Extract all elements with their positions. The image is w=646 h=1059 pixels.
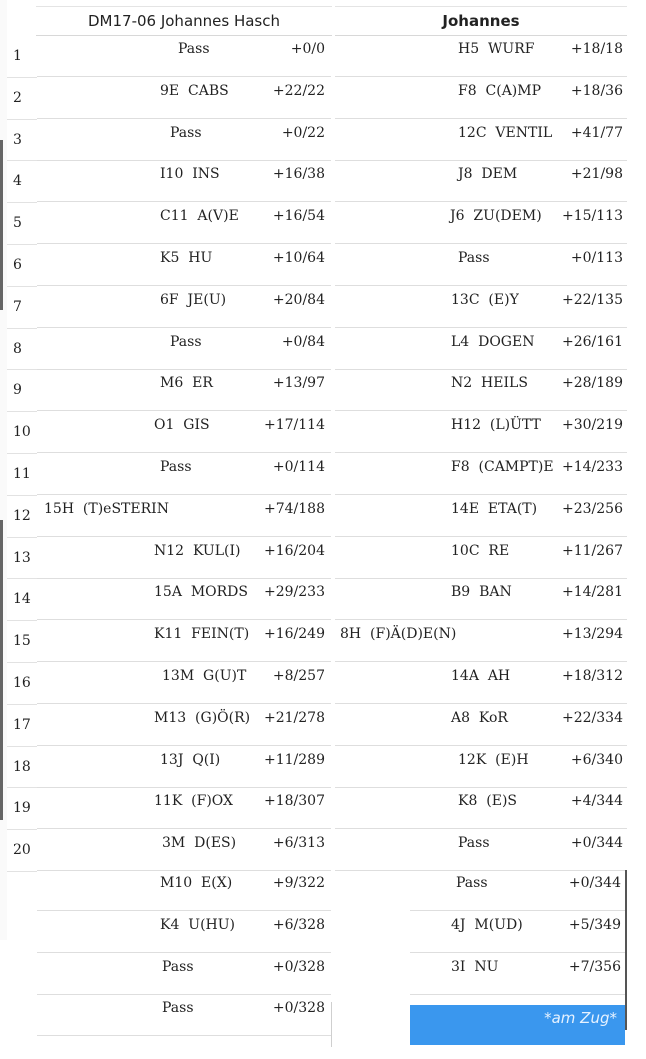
move-notation: M13 (G)Ö(R) [154, 709, 251, 726]
move-score: +16/204 [264, 542, 325, 559]
move-row[interactable] [335, 329, 627, 370]
move-score: +4/344 [570, 793, 623, 810]
move-row[interactable] [37, 120, 331, 161]
move-notation: 6F JE(U) [160, 291, 227, 308]
turn-number: 10 [7, 412, 37, 454]
move-score: +10/64 [272, 250, 325, 266]
turn-number: 7 [7, 287, 37, 329]
move-row[interactable] [335, 496, 627, 537]
move-score: +0/113 [570, 250, 623, 266]
move-notation: J8 DEM [458, 166, 518, 183]
move-notation: Pass [458, 835, 490, 852]
move-score: +41/77 [570, 124, 623, 141]
move-score: +0/114 [272, 459, 325, 475]
move-row[interactable] [37, 203, 331, 244]
turn-number: 6 [7, 245, 37, 287]
move-score: +5/349 [568, 916, 621, 933]
move-row[interactable] [37, 161, 331, 202]
move-score: +21/98 [570, 166, 623, 183]
move-row[interactable] [335, 454, 627, 495]
move-score: +0/344 [570, 835, 623, 852]
move-score: +26/161 [562, 333, 623, 350]
move-row[interactable] [335, 830, 627, 871]
move-score: +29/233 [264, 584, 325, 601]
move-notation: K11 FEIN(T) [154, 626, 250, 643]
turn-number: 17 [7, 705, 37, 747]
turn-number: 16 [7, 663, 37, 705]
move-row[interactable] [37, 995, 331, 1036]
move-row[interactable] [37, 78, 331, 119]
on-move-indicator: *am Zug* [410, 1005, 625, 1045]
cursor-line [331, 1002, 332, 1047]
move-notation: 4J M(UD) [451, 916, 523, 933]
move-score: +6/313 [272, 835, 325, 852]
move-score: +9/322 [272, 875, 325, 891]
move-notation: H12 (L)ÜTT [451, 417, 541, 434]
move-row[interactable] [37, 370, 331, 411]
move-row[interactable] [335, 120, 627, 161]
move-score: +18/36 [570, 82, 623, 99]
turn-number: 8 [7, 329, 37, 371]
move-row[interactable] [37, 705, 331, 746]
move-row[interactable] [37, 329, 331, 370]
move-notation: 13J Q(I) [160, 751, 221, 768]
move-notation: K8 (E)S [458, 793, 518, 810]
move-score: +16/54 [272, 208, 325, 225]
move-row[interactable] [335, 370, 627, 411]
move-notation: A8 KoR [451, 709, 508, 726]
move-notation: H5 WURF [458, 41, 535, 57]
move-score: +16/38 [272, 166, 325, 183]
move-score: +28/189 [562, 375, 623, 392]
move-row[interactable] [37, 412, 331, 453]
move-score: +23/256 [562, 500, 623, 517]
move-row[interactable] [37, 36, 331, 77]
right-player-header: Johannes [335, 6, 627, 36]
move-row[interactable] [335, 203, 627, 244]
move-notation: 9E CABS [160, 82, 229, 99]
move-row[interactable] [37, 870, 331, 911]
move-notation: F8 C(A)MP [458, 82, 542, 99]
scroll-marker [0, 520, 3, 820]
move-notation: N12 KUL(I) [154, 542, 241, 559]
move-score: +6/340 [570, 751, 623, 768]
left-player-header: DM17-06 Johannes Hasch [36, 6, 332, 36]
move-score: +30/219 [562, 417, 623, 434]
move-notation: 13M G(U)T [162, 668, 247, 684]
move-notation: 3I NU [451, 958, 499, 975]
move-notation: I10 INS [160, 166, 220, 183]
move-row[interactable] [335, 705, 627, 746]
move-score: +74/188 [264, 500, 325, 517]
move-notation: Pass [178, 41, 210, 57]
move-row[interactable] [335, 245, 627, 286]
turn-number: 20 [7, 830, 37, 872]
turn-number: 19 [7, 788, 37, 830]
move-notation: L4 DOGEN [451, 333, 535, 350]
turn-number: 2 [7, 78, 37, 120]
move-notation: N2 HEILS [451, 375, 528, 392]
move-row[interactable] [37, 747, 331, 788]
right-scroll-edge [625, 870, 627, 1030]
move-row[interactable] [335, 788, 627, 829]
move-score: +0/22 [281, 124, 325, 141]
move-score: +0/344 [568, 875, 621, 891]
turn-number-column [7, 36, 37, 872]
move-score: +0/328 [272, 1000, 325, 1017]
move-row[interactable] [37, 538, 331, 579]
move-score: +6/328 [272, 916, 325, 933]
turn-number: 4 [7, 161, 37, 203]
move-score: +18/18 [570, 41, 623, 57]
move-notation: 3M D(ES) [162, 835, 237, 852]
move-score: +8/257 [272, 668, 325, 684]
turn-number: 14 [7, 579, 37, 621]
move-score: +13/97 [272, 375, 325, 392]
move-notation: 11K (F)OX [154, 793, 234, 810]
move-score: +18/312 [562, 668, 623, 684]
move-row[interactable] [37, 621, 331, 662]
move-notation: 14A AH [451, 668, 511, 684]
move-row[interactable] [410, 954, 625, 995]
move-row[interactable] [410, 870, 625, 911]
turn-number: 18 [7, 747, 37, 789]
move-score: +15/113 [562, 208, 623, 225]
move-row[interactable] [37, 663, 331, 704]
move-score: +21/278 [264, 709, 325, 726]
move-notation: 13C (E)Y [451, 291, 519, 308]
move-score: +18/307 [264, 793, 325, 810]
move-notation: O1 GIS [154, 417, 210, 434]
turn-number: 3 [7, 120, 37, 162]
move-row[interactable] [335, 663, 627, 704]
move-row[interactable] [335, 621, 627, 662]
move-notation: 15H (T)eSTERIN [44, 500, 169, 517]
move-row[interactable] [37, 245, 331, 286]
scroll-marker [0, 140, 3, 310]
turn-number: 15 [7, 621, 37, 663]
move-row[interactable] [335, 161, 627, 202]
move-notation: K5 HU [160, 250, 213, 266]
move-score: +0/0 [290, 41, 325, 57]
move-row[interactable] [335, 78, 627, 119]
turn-number: 5 [7, 203, 37, 245]
move-score: +17/114 [264, 417, 325, 434]
move-score: +13/294 [562, 626, 623, 643]
move-notation: Pass [160, 459, 192, 475]
move-notation: K4 U(HU) [160, 916, 235, 933]
move-row[interactable] [335, 412, 627, 453]
move-score: +7/356 [568, 958, 621, 975]
move-notation: 12C VENTIL [458, 124, 553, 141]
move-row[interactable] [335, 579, 627, 620]
move-row[interactable] [410, 912, 625, 953]
move-row[interactable] [37, 287, 331, 328]
move-notation: 14E ETA(T) [451, 500, 538, 517]
move-score: +0/84 [281, 333, 325, 350]
move-row[interactable] [335, 747, 627, 788]
move-score: +0/328 [272, 958, 325, 975]
move-row[interactable] [335, 287, 627, 328]
move-notation: 12K (E)H [458, 751, 529, 768]
turn-number: 13 [7, 538, 37, 580]
turn-number: 9 [7, 370, 37, 412]
move-score: +16/249 [264, 626, 325, 643]
move-notation: Pass [162, 958, 194, 975]
move-row[interactable] [37, 788, 331, 829]
move-notation: J6 ZU(DEM) [450, 208, 542, 225]
move-notation: M6 ER [160, 375, 213, 392]
move-notation: Pass [456, 875, 488, 891]
move-notation: Pass [170, 124, 202, 141]
move-score: +22/22 [272, 82, 325, 99]
move-notation: Pass [170, 333, 202, 350]
move-notation: 10C RE [451, 542, 510, 559]
move-notation: M10 E(X) [160, 875, 233, 891]
turn-number: 11 [7, 454, 37, 496]
move-notation: Pass [458, 250, 490, 266]
move-row[interactable] [335, 36, 627, 77]
left-edge-strip [0, 0, 7, 940]
move-notation: Pass [162, 1000, 194, 1017]
turn-number: 1 [7, 36, 37, 78]
move-row[interactable] [37, 579, 331, 620]
move-row[interactable] [37, 954, 331, 995]
move-score: +20/84 [272, 291, 325, 308]
move-score: +22/334 [562, 709, 623, 726]
move-score: +11/289 [264, 751, 325, 768]
move-notation: B9 BAN [451, 584, 512, 601]
move-score: +14/281 [562, 584, 623, 601]
move-notation: 15A MORDS [154, 584, 248, 601]
move-row[interactable] [335, 538, 627, 579]
move-score: +22/135 [562, 291, 623, 308]
move-notation: C11 A(V)E [160, 208, 239, 225]
move-score: +11/267 [562, 542, 623, 559]
move-row[interactable] [37, 912, 331, 953]
move-notation: 8H (F)Ä(D)E(N) [340, 626, 457, 643]
move-notation: F8 (CAMPT)E [451, 459, 554, 475]
move-score: +14/233 [562, 459, 623, 475]
move-row[interactable] [37, 830, 331, 871]
move-row[interactable] [37, 454, 331, 495]
move-row[interactable] [37, 496, 331, 537]
turn-number: 12 [7, 496, 37, 538]
